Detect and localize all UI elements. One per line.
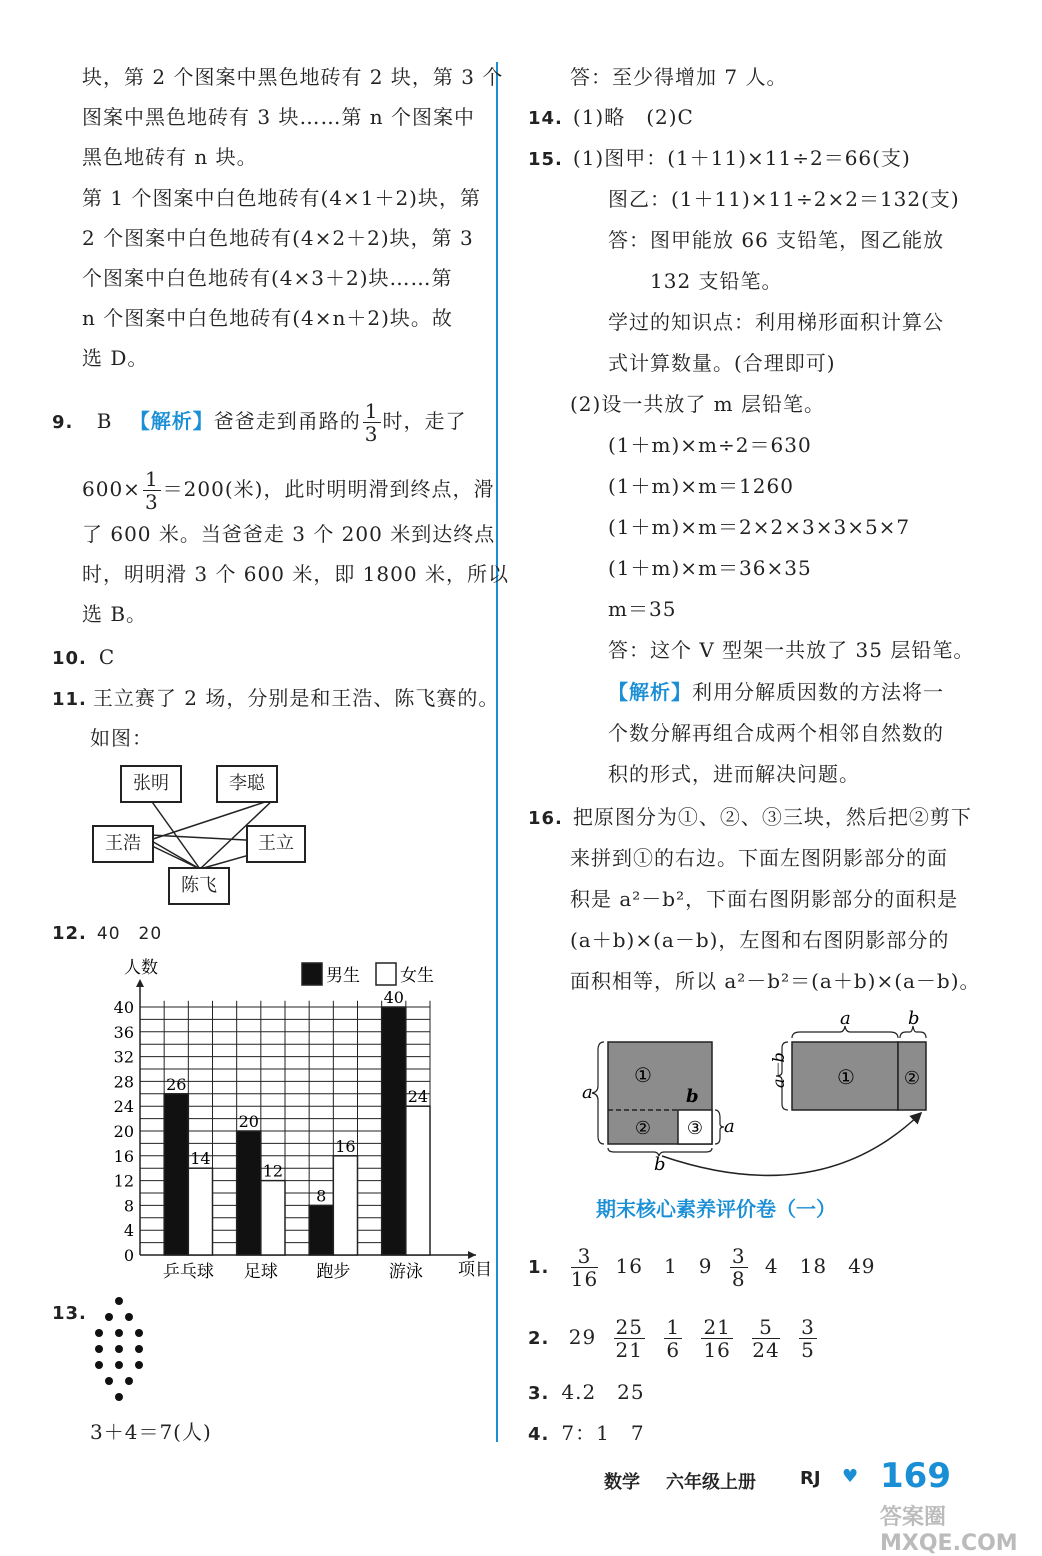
text-line: 第 1 个图案中白色地砖有(4×1＋2)块，第 bbox=[82, 186, 481, 210]
region-label: ① bbox=[634, 1063, 652, 1087]
y-tick-label: 36 bbox=[113, 1022, 134, 1042]
bar bbox=[237, 1131, 261, 1255]
question-11: 11. 王立赛了 2 场，分别是和王浩、陈飞赛的。 bbox=[52, 686, 500, 710]
page-number: 169 bbox=[880, 1456, 951, 1496]
text-line: 黑色地砖有 n 块。 bbox=[82, 145, 258, 169]
legend-swatch bbox=[376, 963, 396, 985]
x-tick-label: 乒乓球 bbox=[162, 1262, 214, 1282]
data-label: 40 bbox=[383, 988, 404, 1007]
dimension-label: a bbox=[724, 1116, 735, 1137]
y-tick-label: 40 bbox=[113, 998, 134, 1017]
text-line: 图案中黑色地砖有 3 块……第 n 个图案中 bbox=[82, 105, 476, 129]
text-line: 选 D。 bbox=[82, 346, 149, 370]
region-label: ② bbox=[903, 1068, 921, 1089]
text-line: 如图： bbox=[90, 726, 153, 750]
text-line: 答：这个 V 型架一共放了 35 层铅笔。 bbox=[608, 638, 975, 662]
bar bbox=[188, 1168, 212, 1255]
analysis-text: 爸爸走到甬路的 bbox=[213, 409, 361, 433]
y-tick-label: 28 bbox=[113, 1072, 134, 1092]
text-line: 式计算数量。(合理即可) bbox=[608, 351, 836, 375]
y-axis-arrow bbox=[136, 979, 144, 987]
bar bbox=[333, 1156, 357, 1255]
analysis-tag: 【解析】 bbox=[608, 680, 692, 704]
fraction: $\frac{1}{3}$ bbox=[144, 467, 159, 514]
text-line: (1＋m)×m＝36×35 bbox=[608, 556, 812, 580]
question-12: 12. 40 20 bbox=[52, 923, 163, 944]
text-line: 3＋4＝7(人) bbox=[90, 1420, 212, 1444]
text-line: m＝35 bbox=[608, 597, 677, 621]
text-line: 选 B。 bbox=[82, 602, 148, 626]
y-tick-label: 32 bbox=[113, 1047, 134, 1067]
text-line: 132 支铅笔。 bbox=[650, 269, 783, 293]
dimension-label: a－b bbox=[769, 1052, 788, 1088]
bar bbox=[261, 1181, 285, 1255]
y-axis-label: 人数 bbox=[124, 958, 158, 978]
fraction: $\frac{1}{3}$ bbox=[364, 399, 379, 446]
bar bbox=[309, 1205, 333, 1255]
name-box: 王浩 bbox=[92, 825, 154, 863]
data-label: 26 bbox=[166, 1074, 187, 1094]
text-line: 个图案中白色地砖有(4×3＋2)块……第 bbox=[82, 266, 453, 290]
text-line: (2)设一共放了 m 层铅笔。 bbox=[570, 392, 826, 416]
question-9 bbox=[52, 400, 467, 445]
dimension-label: b bbox=[908, 1010, 920, 1029]
section-item-4: 4. 7：1 7 bbox=[528, 1421, 645, 1445]
footer-grade: 六年级上册 bbox=[666, 1472, 756, 1493]
data-label: 12 bbox=[262, 1161, 284, 1181]
bar bbox=[382, 1007, 406, 1255]
dimension-label: a bbox=[582, 1082, 593, 1103]
dot-pattern bbox=[92, 1295, 202, 1410]
question-15: 15. (1)图甲：(1＋11)×11÷2＝66(支) bbox=[528, 146, 911, 170]
y-tick-label: 24 bbox=[113, 1097, 134, 1117]
analysis-tag: 【解析】 bbox=[129, 409, 214, 433]
watermark-logo: 答案圈 MXQE.COM bbox=[880, 1505, 1018, 1556]
legend-swatch bbox=[302, 963, 322, 985]
text-line: 【解析】利用分解质因数的方法将一 bbox=[608, 680, 944, 704]
text-line: 来拼到①的右边。下面左图阴影部分的面 bbox=[570, 846, 948, 870]
section-item-2: 2. 29 $\frac{25}{21}$ $\frac{1}{6}$ $\frac{21}{16}$ $\frac{5}{24}$ $\frac{3}{5}$ bbox=[528, 1315, 815, 1362]
heart-icon: ♥ bbox=[842, 1466, 859, 1487]
data-label: 16 bbox=[335, 1136, 356, 1156]
name-box: 李聪 bbox=[216, 765, 278, 803]
y-tick-label: 4 bbox=[123, 1221, 134, 1241]
text-line: 答：图甲能放 66 支铅笔，图乙能放 bbox=[608, 228, 945, 252]
footer-edition: RJ bbox=[800, 1468, 821, 1489]
dimension-label: b bbox=[654, 1154, 666, 1175]
text-line: 学过的知识点：利用梯形面积计算公 bbox=[608, 310, 944, 334]
bar-chart bbox=[82, 955, 502, 1285]
question-10: 10. C bbox=[52, 645, 116, 669]
text-line: 积的形式，进而解决问题。 bbox=[608, 762, 860, 786]
text-line: 图乙：(1＋11)×11÷2×2＝132(支) bbox=[608, 187, 960, 211]
y-tick-label: 0 bbox=[123, 1246, 134, 1265]
section-title: 期末核心素养评价卷（一） bbox=[596, 1197, 836, 1221]
y-tick-label: 12 bbox=[113, 1171, 134, 1191]
x-tick-label: 足球 bbox=[243, 1262, 278, 1282]
region-label: ③ bbox=[686, 1118, 704, 1139]
bar bbox=[406, 1106, 430, 1255]
text-line: 时，明明滑 3 个 600 米，即 1800 米，所以 bbox=[82, 562, 509, 586]
text-line: 积是 a²－b²，下面右图阴影部分的面积是 bbox=[570, 887, 959, 911]
bar bbox=[164, 1094, 188, 1255]
text-line: 块，第 2 个图案中黑色地砖有 2 块，第 3 个 bbox=[82, 65, 504, 89]
y-tick-label: 16 bbox=[113, 1146, 134, 1166]
x-tick-label: 跑步 bbox=[316, 1262, 351, 1282]
legend-label: 男生 bbox=[326, 966, 360, 986]
data-label: 14 bbox=[190, 1149, 211, 1169]
section-item-3: 3. 4.2 25 bbox=[528, 1380, 645, 1404]
question-16: 16. 把原图分为①、②、③三块，然后把②剪下 bbox=[528, 805, 972, 829]
text-line: 面积相等，所以 a²－b²＝(a＋b)×(a－b)。 bbox=[570, 969, 981, 993]
y-tick-label: 8 bbox=[123, 1196, 134, 1216]
answer: B bbox=[96, 409, 113, 433]
data-label: 20 bbox=[238, 1112, 259, 1131]
data-label: 24 bbox=[407, 1087, 429, 1107]
x-tick-label: 游泳 bbox=[388, 1262, 423, 1282]
text-line: n 个图案中白色地砖有(4×n＋2)块。故 bbox=[82, 306, 453, 330]
region-label: ② bbox=[634, 1118, 652, 1139]
text-line: 答：至少得增加 7 人。 bbox=[570, 65, 788, 89]
footer-subject: 数学 bbox=[604, 1472, 640, 1493]
question-number: 9. bbox=[52, 412, 74, 433]
question-13: 13. bbox=[52, 1303, 87, 1324]
text-line: 个数分解再组合成两个相邻自然数的 bbox=[608, 721, 944, 745]
text-line: 了 600 米。当爸爸走 3 个 200 米到达终点 bbox=[82, 522, 496, 546]
question-14: 14. (1)略 (2)C bbox=[528, 105, 694, 129]
y-tick-label: 20 bbox=[113, 1122, 134, 1141]
text-line: (1＋m)×m÷2＝630 bbox=[608, 433, 812, 457]
x-axis-label: 项目 bbox=[458, 1260, 492, 1280]
analysis-text: 时，走了 bbox=[382, 409, 467, 433]
name-box: 王立 bbox=[246, 825, 306, 863]
dimension-label: a bbox=[840, 1010, 851, 1029]
text-line: 2 个图案中白色地砖有(4×2＋2)块，第 3 bbox=[82, 226, 474, 250]
section-item-1: 1. $\frac{3}{16}$ 16 1 9 $\frac{3}{8}$ 4 18 49 bbox=[528, 1244, 876, 1291]
text-line: 600× $\frac{1}{3}$ ＝200(米)，此时明明滑到终点，滑 bbox=[82, 467, 495, 514]
data-label: 8 bbox=[316, 1186, 327, 1206]
name-box: 陈飞 bbox=[168, 867, 230, 905]
region-label: ① bbox=[837, 1065, 855, 1089]
dimension-label: b bbox=[686, 1086, 699, 1107]
legend-label: 女生 bbox=[400, 966, 434, 986]
text-line: (1＋m)×m＝2×2×3×3×5×7 bbox=[608, 515, 911, 539]
name-box: 张明 bbox=[120, 765, 182, 803]
area-figure bbox=[570, 1010, 990, 1180]
text-line: (1＋m)×m＝1260 bbox=[608, 474, 794, 498]
x-axis-arrow bbox=[468, 1251, 476, 1259]
text-line: (a＋b)×(a－b)，左图和右图阴影部分的 bbox=[570, 928, 950, 952]
